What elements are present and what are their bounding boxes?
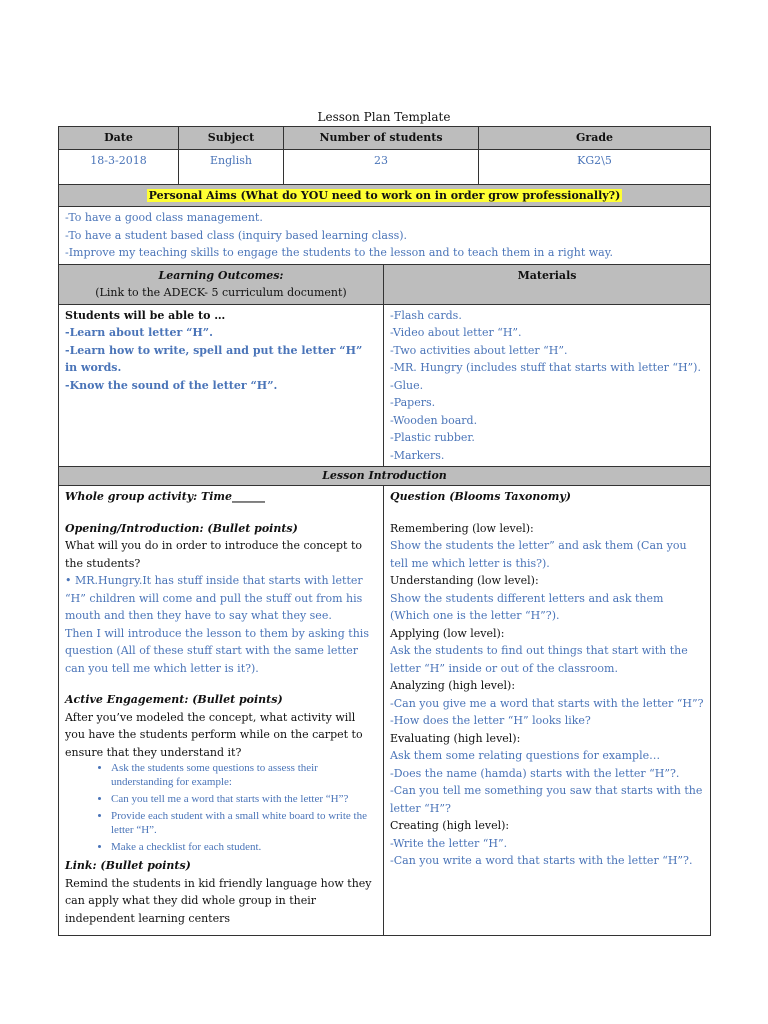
analyzing-item: -Can you give me a word that starts with the letter “H”? xyxy=(390,696,704,710)
material-item: -Video about letter “H”. xyxy=(390,326,522,339)
creating-item: -Write the letter “H”. xyxy=(390,836,508,850)
material-item: -Markers. xyxy=(390,448,445,462)
opening-answer: • MR.Hungry.It has stuff inside that starts with letter “H” children will come and pull the stuff out from his mouth and then they have to say what they see. xyxy=(65,574,363,622)
outcomes-intro: Students will be able to … xyxy=(65,308,226,322)
outcome-item: -Learn how to write, spell and put the letter “H” in words. xyxy=(65,343,363,374)
lesson-plan-table xyxy=(58,126,711,936)
link-text: Remind the students in kid friendly language how they can apply what they did whole group in their independent learning centers xyxy=(65,876,372,925)
material-item: -Papers. xyxy=(390,396,436,409)
material-item: -Two activities about letter “H”. xyxy=(390,343,568,357)
students-label: Number of students xyxy=(284,127,479,150)
analyzing-item: -How does the letter “H” looks like? xyxy=(390,714,591,727)
date-value: 18-3-2018 xyxy=(59,149,179,184)
outcomes-heading: Learning Outcomes: xyxy=(158,268,284,282)
creating-item: -Can you write a word that starts with the letter “H”?. xyxy=(390,854,693,867)
understanding-text: Show the students different letters and ask them (Which one is the letter “H”?). xyxy=(390,591,664,622)
opening-answer: Then I will introduce the lesson to them by asking this question (All of these stuff start with the same letter can you tell me which letter is it?). xyxy=(65,626,369,675)
engagement-item: • Can you tell me a word that starts with the letter “H”? xyxy=(111,792,377,806)
blooms-heading: Question (Blooms Taxonomy) xyxy=(390,490,571,503)
date-label: Date xyxy=(59,127,179,150)
evaluating-item: -Can you tell me something you saw that starts with the letter “H”? xyxy=(390,784,703,815)
material-item: -Wooden board. xyxy=(390,413,478,427)
aims-item: -To have a good class management. xyxy=(65,211,263,224)
aims-row xyxy=(59,207,711,265)
aims-heading-row xyxy=(59,184,711,207)
engagement-item: • Provide each student with a small white board to write the letter “H”. xyxy=(111,809,377,837)
material-item: -Glue. xyxy=(390,378,424,392)
students-value: 23 xyxy=(284,149,479,184)
subject-label: Subject xyxy=(179,127,284,150)
engagement-heading: Active Engagement: (Bullet points) xyxy=(65,693,283,706)
document-title: Lesson Plan Template xyxy=(317,110,451,124)
grade-label: Grade xyxy=(479,127,711,150)
evaluating-item: Ask them some relating questions for example… xyxy=(390,749,661,762)
opening-question: What will you do in order to introduce the concept to the students? xyxy=(65,539,362,570)
aims-heading: Personal Aims (What do YOU need to work on in order grow professionally?) xyxy=(148,188,621,202)
outcome-item: -Learn about letter “H”. xyxy=(65,326,213,339)
evaluating-item: -Does the name (hamda) starts with the letter “H”?. xyxy=(390,766,680,780)
understanding-label: Understanding (low level): xyxy=(390,574,539,587)
material-item: -Flash cards. xyxy=(390,308,462,322)
outcomes-row xyxy=(59,304,711,467)
material-item: -Plastic rubber. xyxy=(390,431,475,444)
curriculum-link: (Link to the ADECK- 5 curriculum document) xyxy=(95,286,347,299)
engagement-list xyxy=(65,761,377,854)
evaluating-label: Evaluating (high level): xyxy=(390,731,521,745)
remembering-text: Show the students the letter” and ask them (Can you tell me which letter is this?). xyxy=(390,539,687,570)
header-row xyxy=(59,127,711,150)
applying-text: Ask the students to find out things that start with the letter “H” inside or out of the classroom. xyxy=(390,644,688,675)
analyzing-label: Analyzing (high level): xyxy=(390,679,516,692)
outcomes-heading-row xyxy=(59,264,711,304)
materials-heading: Materials xyxy=(384,264,711,304)
applying-label: Applying (low level): xyxy=(390,626,505,640)
values-row xyxy=(59,149,711,184)
aims-item: -Improve my teaching skills to engage the students to the lesson and to teach them in a right way. xyxy=(65,246,613,259)
opening-heading: Opening/Introduction: (Bullet points) xyxy=(65,521,298,535)
whole-group-time: Whole group activity: Time______ xyxy=(65,490,266,503)
lesson-intro-row xyxy=(59,486,711,936)
grade-value: KG2\5 xyxy=(479,149,711,184)
remembering-label: Remembering (low level): xyxy=(390,521,534,535)
engagement-item: • Make a checklist for each student. xyxy=(111,840,377,854)
subject-value: English xyxy=(179,149,284,184)
material-item: -MR. Hungry (includes stuff that starts with letter “H”). xyxy=(390,361,701,374)
aims-item: -To have a student based class (inquiry based learning class). xyxy=(65,228,408,242)
lesson-intro-heading-row xyxy=(59,467,711,486)
lesson-intro-heading: Lesson Introduction xyxy=(59,467,711,486)
engagement-item: • Ask the students some questions to assess their understanding for example: xyxy=(111,761,377,789)
outcome-item: -Know the sound of the letter “H”. xyxy=(65,378,278,392)
creating-label: Creating (high level): xyxy=(390,819,510,832)
engagement-question: After you’ve modeled the concept, what activity will you have the students perform while on the carpet to ensure that they understand it? xyxy=(65,710,363,759)
link-heading: Link: (Bullet points) xyxy=(65,859,191,872)
